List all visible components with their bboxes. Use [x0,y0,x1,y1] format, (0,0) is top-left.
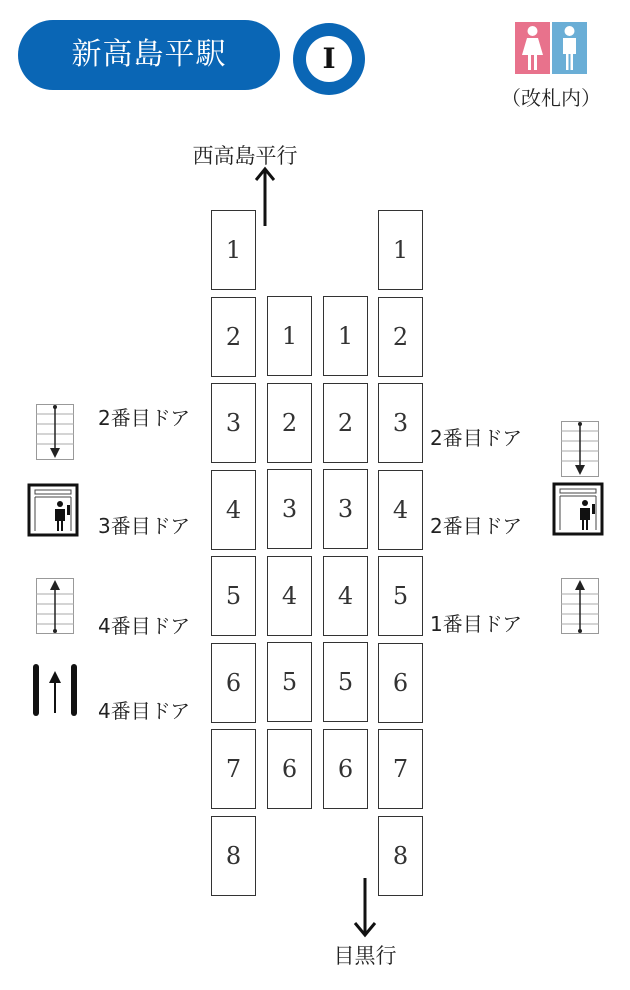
train-car: 3 [211,383,256,463]
arrow-up-icon [255,166,275,228]
left-door-label-1: 2番目ドア [98,406,191,430]
right-door-label-1: 2番目ドア [430,426,523,450]
left-door-label-3: 4番目ドア [98,614,191,638]
train-car: 5 [378,556,423,636]
line-badge [293,23,365,95]
right-door-label-3: 1番目ドア [430,612,523,636]
right-door-label-2: 2番目ドア [430,514,523,538]
train-car: 8 [211,816,256,896]
train-car: 3 [323,469,368,549]
escalator-up-icon [561,578,599,634]
line-code: I [306,36,352,82]
train-car: 3 [378,383,423,463]
elevator-icon [27,483,79,537]
escalator-down-icon [561,421,599,477]
train-car: 4 [323,556,368,636]
train-car: 2 [267,383,312,463]
train-car: 7 [211,729,256,809]
train-car: 2 [378,297,423,377]
escalator-up-icon [36,578,74,634]
train-car: 6 [211,643,256,723]
train-car: 7 [378,729,423,809]
restroom-icon [515,22,587,74]
left-door-label-4: 4番目ドア [98,699,191,723]
train-car: 5 [211,556,256,636]
train-car: 1 [323,296,368,376]
male-restroom-icon [552,22,587,74]
train-car: 4 [211,470,256,550]
train-car: 2 [323,383,368,463]
direction-bottom-label: 目黒行 [333,944,397,968]
train-car: 4 [378,470,423,550]
train-car: 6 [323,729,368,809]
stairs-up-icon [30,663,80,717]
train-car: 3 [267,469,312,549]
train-car: 6 [378,643,423,723]
train-car: 2 [211,297,256,377]
station-name-pill [18,20,280,90]
train-car: 4 [267,556,312,636]
train-car: 5 [323,642,368,722]
left-door-label-2: 3番目ドア [98,514,191,538]
train-car: 6 [267,729,312,809]
train-car: 8 [378,816,423,896]
restroom-note: （改札内） [501,86,601,110]
elevator-icon [552,482,604,536]
train-car: 5 [267,642,312,722]
train-car: 1 [267,296,312,376]
train-car: 1 [211,210,256,290]
female-restroom-icon [515,22,550,74]
arrow-down-icon [352,876,378,938]
station-name: 新高島平駅 [71,37,227,72]
train-car: 1 [378,210,423,290]
direction-top-label: 西高島平行 [192,144,298,168]
escalator-down-icon [36,404,74,460]
